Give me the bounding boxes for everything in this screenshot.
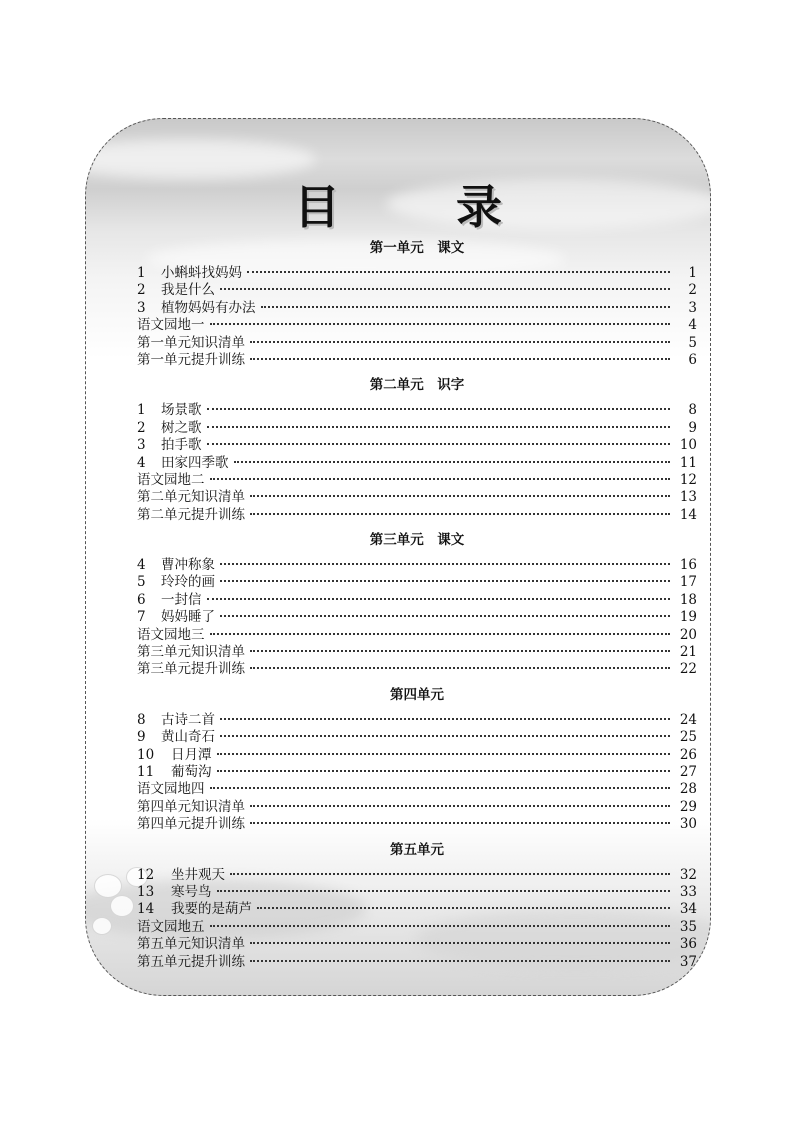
toc-list: [137, 232, 697, 971]
toc-entry[interactable]: [137, 747, 697, 764]
toc-entry-number: 8: [137, 711, 146, 728]
toc-entry-page-number: 33: [679, 883, 697, 900]
toc-entry-label: 曹冲称象: [161, 557, 215, 574]
dot-leader: [220, 735, 670, 737]
toc-entry-page-number: 18: [679, 591, 697, 608]
toc-entry-number: 10: [137, 746, 155, 763]
toc-entry-page-number: 10: [679, 437, 697, 454]
toc-entry-number: 1: [137, 402, 146, 419]
toc-entry-label: 葡萄沟: [171, 763, 212, 780]
toc-entry[interactable]: [137, 592, 697, 609]
dot-leader: [230, 873, 670, 875]
toc-entry-label: 拍手歌: [161, 437, 202, 454]
toc-entry-number: 3: [137, 299, 146, 316]
toc-entry-number: 11: [137, 763, 155, 780]
toc-entry-label: 我是什么: [161, 282, 215, 299]
dot-leader: [220, 718, 670, 720]
toc-entry[interactable]: [137, 764, 697, 781]
dot-leader: [207, 598, 671, 600]
toc-entry-page-number: 35: [679, 918, 697, 935]
unit-heading: 第三单元 课文: [369, 532, 465, 549]
toc-entry-page-number: 21: [679, 644, 697, 661]
dot-leader: [257, 907, 670, 909]
dot-leader: [250, 960, 670, 962]
dot-leader: [234, 461, 671, 463]
toc-entry[interactable]: [137, 919, 697, 936]
toc-entry[interactable]: [137, 507, 697, 524]
dot-leader: [220, 288, 670, 290]
dot-leader: [210, 323, 671, 325]
toc-entry-page-number: 5: [688, 334, 697, 351]
toc-entry-label: 坐井观天: [171, 866, 225, 883]
dot-leader: [250, 341, 670, 343]
toc-entry-page-number: 17: [679, 574, 697, 591]
toc-entry-label: 第四单元知识清单: [137, 798, 245, 815]
dot-leader: [250, 805, 670, 807]
toc-entry-page-number: 12: [679, 471, 697, 488]
toc-entry-label: 一封信: [161, 591, 202, 608]
dot-leader: [210, 787, 671, 789]
dot-leader: [250, 650, 670, 652]
toc-entry-page-number: 26: [679, 746, 697, 763]
dot-leader: [207, 443, 671, 445]
unit-heading: 第二单元 识字: [369, 377, 465, 394]
toc-entry[interactable]: [137, 472, 697, 489]
toc-entry-label: 黄山奇石: [161, 729, 215, 746]
flower-icon: [94, 874, 122, 898]
toc-entry-label: 第二单元知识清单: [137, 489, 245, 506]
toc-entry[interactable]: [137, 936, 697, 953]
dot-leader: [250, 358, 670, 360]
toc-entry[interactable]: [137, 352, 697, 369]
toc-frame: [85, 118, 711, 996]
toc-entry[interactable]: [137, 867, 697, 884]
toc-entry-label: 寒号鸟: [171, 883, 212, 900]
toc-entry-page-number: 16: [679, 557, 697, 574]
toc-entry[interactable]: [137, 335, 697, 352]
toc-entry[interactable]: [137, 557, 697, 574]
dot-leader: [247, 271, 670, 273]
toc-entry[interactable]: [137, 265, 697, 282]
dot-leader: [207, 426, 671, 428]
toc-entry-label: 第四单元提升训练: [137, 816, 245, 833]
toc-entry-label: 第二单元提升训练: [137, 506, 245, 523]
toc-entry-number: 3: [137, 437, 146, 454]
toc-entry-page-number: 27: [679, 763, 697, 780]
toc-entry-page-number: 9: [688, 419, 697, 436]
flower-icon: [110, 895, 134, 917]
toc-entry-page-number: 3: [688, 299, 697, 316]
dot-leader: [210, 478, 671, 480]
toc-entry[interactable]: [137, 799, 697, 816]
toc-entry[interactable]: [137, 437, 697, 454]
toc-entry-number: 7: [137, 609, 146, 626]
toc-entry-label: 妈妈睡了: [161, 609, 215, 626]
unit-heading: 第四单元: [390, 686, 444, 703]
toc-entry-number: 14: [137, 901, 155, 918]
toc-entry[interactable]: [137, 300, 697, 317]
toc-entry-label: 场景歌: [161, 402, 202, 419]
dot-leader: [210, 633, 671, 635]
toc-entry-page-number: 37: [679, 953, 697, 970]
toc-entry-page-number: 14: [679, 506, 697, 523]
page-title: 目 录: [293, 180, 552, 234]
toc-entry[interactable]: [137, 455, 697, 472]
toc-entry-label: 小蝌蚪找妈妈: [161, 265, 242, 281]
toc-entry[interactable]: [137, 644, 697, 661]
toc-entry-label: 玲玲的画: [161, 574, 215, 591]
toc-entry-label: 日月潭: [171, 746, 212, 763]
dot-leader: [210, 925, 671, 927]
dot-leader: [217, 770, 671, 772]
unit-heading: 第五单元: [390, 841, 444, 858]
toc-entry-page-number: 34: [679, 901, 697, 918]
toc-entry-label: 田家四季歌: [161, 454, 229, 471]
toc-entry-label: 语文园地五: [137, 918, 205, 935]
toc-entry[interactable]: [137, 884, 697, 901]
toc-entry-label: 植物妈妈有办法: [161, 299, 256, 316]
toc-entry[interactable]: [137, 574, 697, 591]
dot-leader: [250, 667, 670, 669]
toc-entry-number: 9: [137, 729, 146, 746]
toc-entry-page-number: 4: [688, 317, 697, 334]
toc-entry-page-number: 24: [679, 711, 697, 728]
toc-entry-label: 第五单元知识清单: [137, 936, 245, 953]
toc-entry-page-number: 29: [679, 798, 697, 815]
dot-leader: [220, 580, 670, 582]
toc-entry[interactable]: [137, 489, 697, 506]
toc-entry[interactable]: [137, 317, 697, 334]
toc-entry-page-number: 32: [679, 866, 697, 883]
dot-leader: [217, 753, 671, 755]
dot-leader: [207, 408, 671, 410]
toc-entry-label: 语文园地二: [137, 471, 205, 488]
toc-entry-number: 12: [137, 866, 155, 883]
toc-entry-number: 2: [137, 282, 146, 299]
unit-heading: 第一单元 课文: [369, 240, 465, 256]
toc-entry[interactable]: [137, 954, 697, 971]
toc-entry-label: 第三单元知识清单: [137, 644, 245, 661]
toc-entry-page-number: 20: [679, 626, 697, 643]
toc-entry[interactable]: [137, 402, 697, 419]
dot-leader: [250, 942, 670, 944]
toc-entry-page-number: 36: [679, 936, 697, 953]
toc-entry-label: 第一单元提升训练: [137, 351, 245, 368]
toc-entry-page-number: 19: [679, 609, 697, 626]
dot-leader: [250, 495, 670, 497]
toc-entry[interactable]: [137, 282, 697, 299]
toc-entry[interactable]: [137, 729, 697, 746]
toc-entry-label: 语文园地三: [137, 626, 205, 643]
dot-leader: [250, 822, 670, 824]
toc-entry-label: 第三单元提升训练: [137, 661, 245, 678]
toc-entry-number: 5: [137, 574, 146, 591]
toc-entry-label: 第一单元知识清单: [137, 334, 245, 351]
toc-entry-number: 2: [137, 419, 146, 436]
dot-leader: [261, 306, 671, 308]
toc-entry-page-number: 11: [679, 454, 697, 471]
toc-entry-page-number: 28: [679, 781, 697, 798]
flower-icon: [92, 917, 112, 935]
toc-entry-page-number: 6: [688, 351, 697, 368]
dot-leader: [217, 890, 671, 892]
toc-entry[interactable]: [137, 781, 697, 798]
toc-entry-page-number: 22: [679, 661, 697, 678]
toc-entry-label: 树之歌: [161, 419, 202, 436]
toc-entry-number: 4: [137, 557, 146, 574]
toc-entry-label: 语文园地四: [137, 781, 205, 798]
toc-entry-page-number: 13: [679, 489, 697, 506]
toc-entry[interactable]: [137, 661, 697, 678]
toc-entry[interactable]: [137, 627, 697, 644]
toc-entry-number: 1: [137, 265, 146, 281]
dot-leader: [220, 615, 670, 617]
toc-entry-page-number: 2: [688, 282, 697, 299]
toc-entry[interactable]: [137, 901, 697, 918]
toc-entry-number: 13: [137, 883, 155, 900]
toc-entry[interactable]: [137, 712, 697, 729]
toc-entry-label: 语文园地一: [137, 317, 205, 334]
dot-leader: [220, 563, 670, 565]
toc-entry-page-number: 30: [679, 816, 697, 833]
toc-entry-page-number: 8: [688, 402, 697, 419]
toc-entry-page-number: 1: [688, 265, 697, 281]
toc-entry-number: 6: [137, 591, 146, 608]
toc-entry-label: 古诗二首: [161, 711, 215, 728]
toc-entry-number: 4: [137, 454, 146, 471]
toc-entry[interactable]: [137, 609, 697, 626]
toc-entry-page-number: 25: [679, 729, 697, 746]
dot-leader: [250, 513, 670, 515]
toc-entry-label: 我要的是葫芦: [171, 901, 252, 918]
toc-entry[interactable]: [137, 420, 697, 437]
toc-entry-label: 第五单元提升训练: [137, 953, 245, 970]
toc-entry[interactable]: [137, 816, 697, 833]
